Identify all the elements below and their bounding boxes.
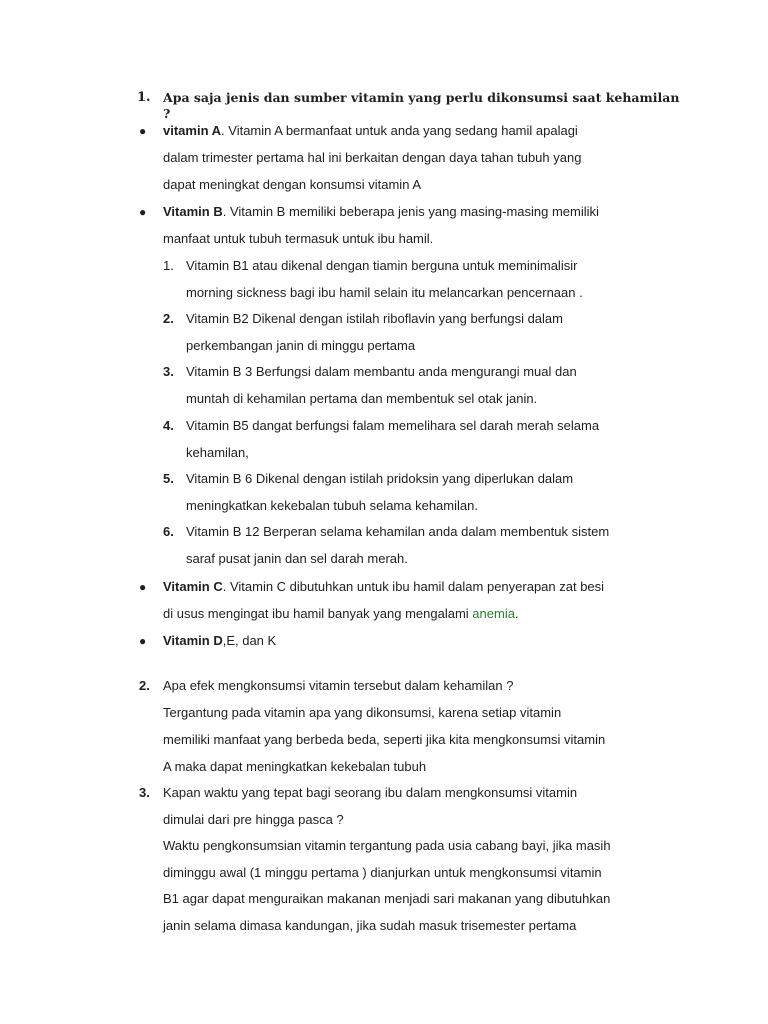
bullet-icon: ● bbox=[139, 580, 147, 594]
q2-question: Apa efek mengkonsumsi vitamin tersebut dalam kehamilan ? bbox=[163, 678, 514, 693]
q3-number: 3. bbox=[139, 785, 150, 800]
q2-answer-line: memiliki manfaat yang berbeda beda, seperti jika kita mengkonsumsi vitamin bbox=[163, 732, 606, 747]
subitem-number: 1. bbox=[163, 258, 174, 273]
subitem-number: 2. bbox=[163, 311, 174, 326]
q3-question-line: Kapan waktu yang tepat bagi seorang ibu dalam mengkonsumsi vitamin bbox=[163, 785, 578, 800]
bullet-icon: ● bbox=[139, 205, 147, 219]
vitamin-b-line2: manfaat untuk tubuh termasuk untuk ibu hamil. bbox=[163, 231, 434, 246]
q1-number: 1. bbox=[137, 90, 151, 105]
subitem-text: kehamilan, bbox=[186, 445, 249, 460]
anemia-link[interactable]: anemia bbox=[472, 606, 515, 621]
subitem-number: 4. bbox=[163, 418, 174, 433]
subitem-text: Vitamin B2 Dikenal dengan istilah riboflavin yang berfungsi dalam bbox=[186, 311, 563, 326]
vitamin-a-label: vitamin A bbox=[163, 123, 222, 138]
subitem-text: muntah di kehamilan pertama dan membentuk sel otak janin. bbox=[186, 391, 538, 406]
vitamin-b-label: Vitamin B bbox=[163, 204, 223, 219]
q2-number: 2. bbox=[139, 678, 150, 693]
subitem-text: meningkatkan kekebalan tubuh selama kehamilan. bbox=[186, 498, 478, 513]
vitamin-a-line3: dapat meningkat dengan konsumsi vitamin A bbox=[163, 177, 421, 192]
q2-answer-line: Tergantung pada vitamin apa yang dikonsumsi, karena setiap vitamin bbox=[163, 705, 562, 720]
subitem-text: saraf pusat janin dan sel darah merah. bbox=[186, 551, 408, 566]
subitem-text: morning sickness bagi ibu hamil selain itu melancarkan pencernaan . bbox=[186, 285, 583, 300]
subitem-number: 5. bbox=[163, 471, 174, 486]
vitamin-c-line2: di usus mengingat ibu hamil banyak yang mengalami anemia. bbox=[163, 606, 519, 621]
bullet-icon: ● bbox=[139, 634, 147, 648]
vitamin-dek-line: Vitamin D,E, dan K bbox=[163, 633, 277, 648]
subitem-text: Vitamin B 6 Dikenal dengan istilah pridoksin yang diperlukan dalam bbox=[186, 471, 574, 486]
subitem-text: Vitamin B 3 Berfungsi dalam membantu anda mengurangi mual dan bbox=[186, 364, 577, 379]
vitamin-a-line2: dalam trimester pertama hal ini berkaitan dengan daya tahan tubuh yang bbox=[163, 150, 582, 165]
subitem-text: Vitamin B 12 Berperan selama kehamilan anda dalam membentuk sistem bbox=[186, 524, 610, 539]
q3-answer-line: janin selama dimasa kandungan, jika sudah masuk trisemester pertama bbox=[163, 918, 577, 933]
vitamin-c-label: Vitamin C bbox=[163, 579, 223, 594]
subitem-text: perkembangan janin di minggu pertama bbox=[186, 338, 416, 353]
vitamin-b-line1: Vitamin B. Vitamin B memiliki beberapa jenis yang masing-masing memiliki bbox=[163, 204, 599, 219]
q2-answer-line: A maka dapat meningkatkan kekebalan tubuh bbox=[163, 759, 427, 774]
q1-title-line2: ? bbox=[163, 106, 171, 121]
q3-answer-line: Waktu pengkonsumsian vitamin tergantung pada usia cabang bayi, jika masih bbox=[163, 838, 611, 853]
subitem-text: Vitamin B1 atau dikenal dengan tiamin berguna untuk meminimalisir bbox=[186, 258, 578, 273]
vitamin-a-line1: vitamin A. Vitamin A bermanfaat untuk anda yang sedang hamil apalagi bbox=[163, 123, 578, 138]
q1-title-line1: Apa saja jenis dan sumber vitamin yang perlu dikonsumsi saat kehamilan bbox=[163, 90, 680, 105]
vitamin-d-label: Vitamin D bbox=[163, 633, 223, 648]
subitem-number: 3. bbox=[163, 364, 174, 379]
q3-answer-line: diminggu awal (1 minggu pertama ) dianjurkan untuk mengkonsumsi vitamin bbox=[163, 865, 602, 880]
subitem-number: 6. bbox=[163, 524, 174, 539]
q3-answer-line: B1 agar dapat menguraikan makanan menjadi sari makanan yang dibutuhkan bbox=[163, 891, 611, 906]
vitamin-c-line1: Vitamin C. Vitamin C dibutuhkan untuk ibu hamil dalam penyerapan zat besi bbox=[163, 579, 605, 594]
bullet-icon: ● bbox=[139, 124, 147, 138]
q3-question-line: dimulai dari pre hingga pasca ? bbox=[163, 812, 344, 827]
subitem-text: Vitamin B5 dangat berfungsi falam memelihara sel darah merah selama bbox=[186, 418, 600, 433]
